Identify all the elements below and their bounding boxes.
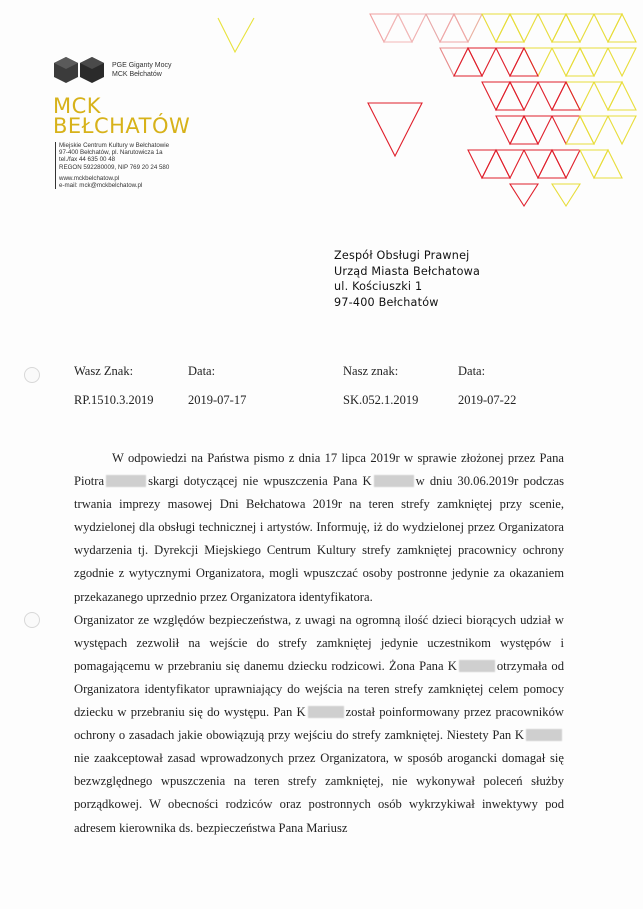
- paragraph-2: Organizator ze względów bezpieczeństwa, z uwagi na ogromną ilość dzieci biorących udział w występach zezwolił na wejście do strefy zamkniętej jedynie uczestnikom występów i pomagającemu w przebraniu się danemu dziecku rodzicowi. Żona Pana K otrzymała od Organizatora identyfikator uprawniający do wejścia na teren strefy zamkniętej celem pomocy dziecku w przebraniu się do występu. Pan K został poinformowany przez pracowników ochrony o zasadach jakie obowiązują przy wejściu do strefy zamkniętej. Niestety Pan Knie zaakceptował zasad wprowadzonych przez Organizatora, w sposób arogancki domagał się bezwzględnego wpuszczenia na teren strefy zamkniętej, nie wykonywał poleceń służby porządkowej. W obecności rodziców oraz postronnych osób wykrzykiwał inwektywy pod adresem kierownika ds. bezpieczeństwa Pana Mariusz: [74, 612, 564, 835]
- your-date-label: Data:: [188, 364, 216, 378]
- redaction: [526, 729, 562, 741]
- punch-hole-icon: [24, 612, 40, 628]
- our-date-value: 2019-07-22: [458, 393, 517, 407]
- pge-logo-icon: [52, 55, 106, 85]
- redaction: [459, 660, 495, 672]
- your-ref-label: Wasz Znak:: [74, 364, 134, 378]
- our-ref-label: Nasz znak:: [343, 364, 399, 378]
- pge-label: PGE Giganty Mocy MCK Bełchatów: [112, 62, 172, 78]
- mck-logo-text: MCK BEŁCHATÓW: [53, 94, 191, 138]
- redaction: [308, 706, 344, 718]
- your-ref-value: RP.1510.3.2019: [74, 393, 154, 407]
- sender-address: Miejskie Centrum Kultury w Bełchatowie 97-400 Bełchatów, pl. Narutowicza 1a tel./fax 44 635 00 48 REGON 592280009, NIP 769 20 24 580 www.mckbelchatow.pl e-mail: mck@mckbelchatow.pl: [55, 142, 169, 189]
- our-ref-value: SK.052.1.2019: [343, 393, 419, 407]
- decorative-triangles-icon: [200, 0, 643, 210]
- redaction: [106, 475, 146, 487]
- paragraph-1: W odpowiedzi na Państwa pismo z dnia 17 lipca 2019r w sprawie złożonej przez Pana Piotra skargi dotyczącej nie wpuszczenia Pana K w dniu 30.06.2019r podczas trwania imprezy masowej Dni Bełchatowa 2019r na teren strefy zamkniętej przy scenie, wydzielonej dla obsługi technicznej i artystów. Informuję, iż do wydzielonej przez Organizatora wydarzenia tj. Dyrekcji Miejskiego Centrum Kultury strefy zamkniętej pracownicy ochrony zgodnie z wytycznymi Organizatora, mogli wpuszczać osoby postronne jedynie za okazaniem przekazanego uprzednio przez Organizatora identyfikatora.: [74, 451, 564, 604]
- letter-body: [74, 447, 564, 840]
- your-date-value: 2019-07-17: [188, 393, 247, 407]
- our-date-label: Data:: [458, 364, 486, 378]
- recipient-address: Zespół Obsługi Prawnej Urząd Miasta Bełchatowa ul. Kościuszki 1 97-400 Bełchatów: [334, 249, 481, 309]
- punch-hole-icon: [24, 367, 40, 383]
- redaction: [374, 475, 414, 487]
